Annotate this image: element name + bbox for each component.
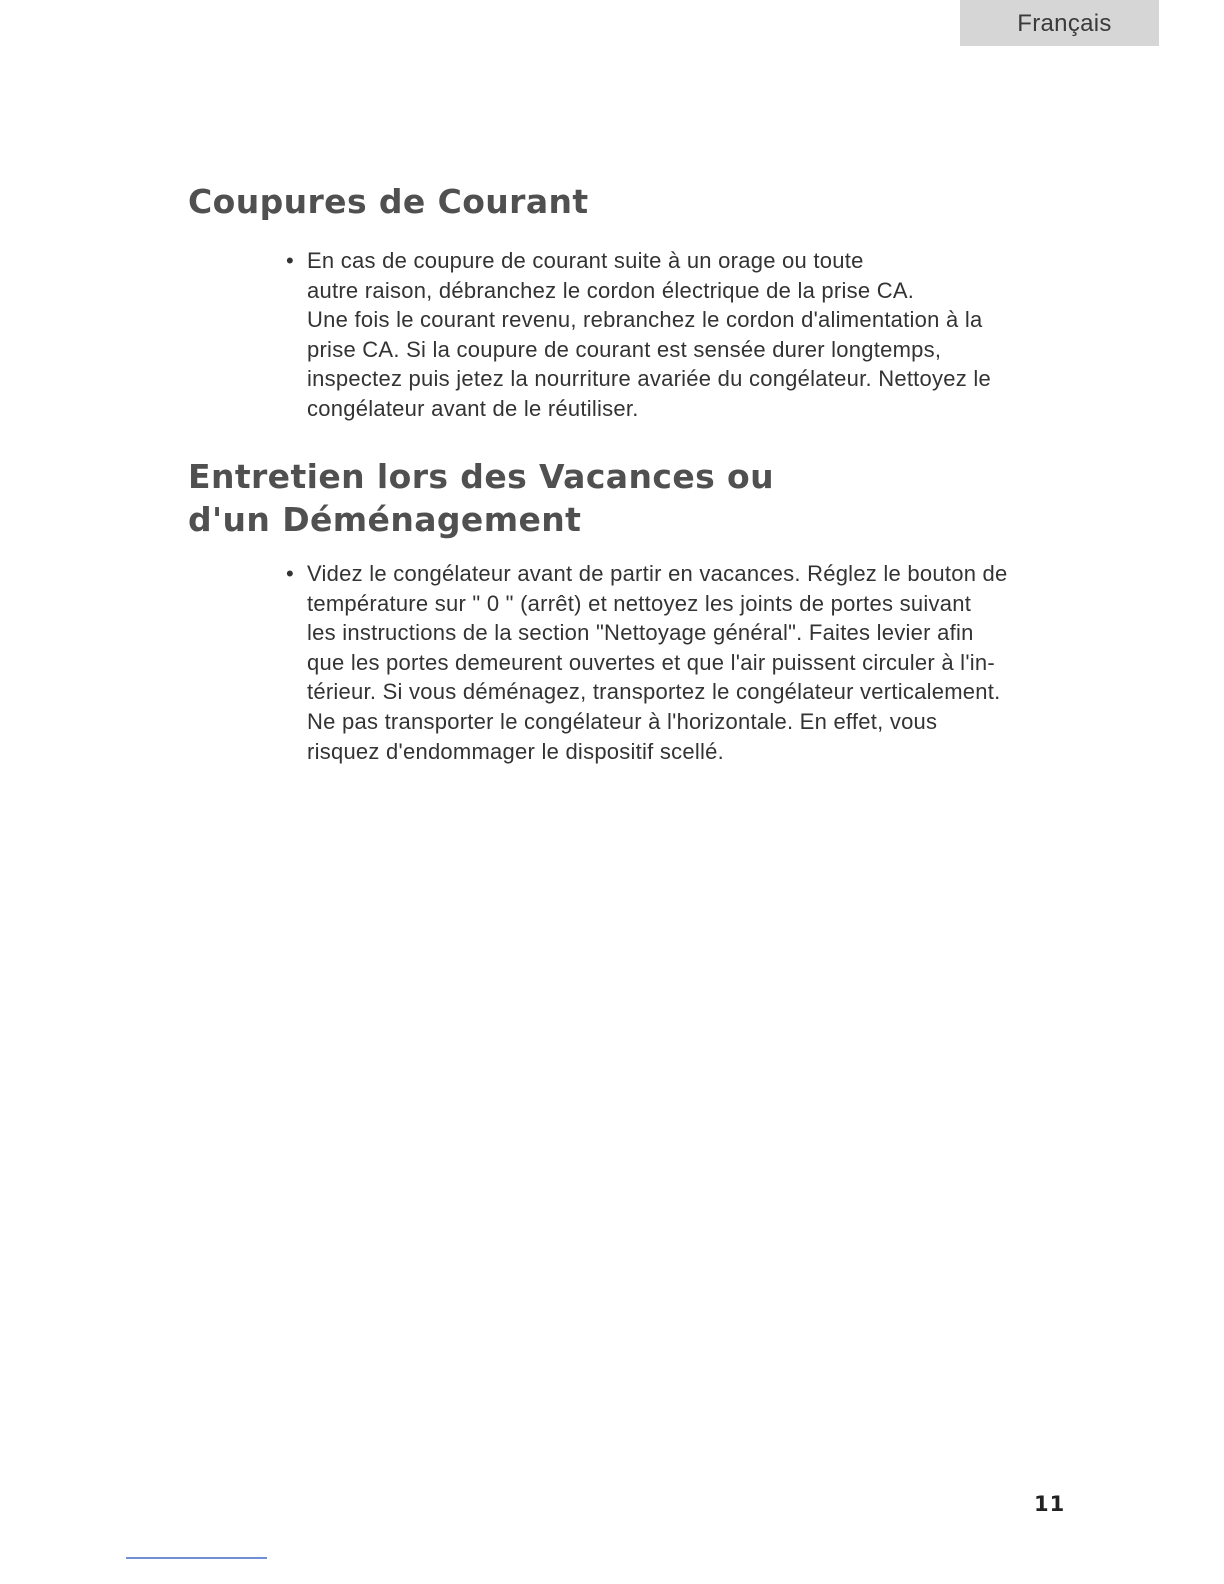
power-outage-bullet	[286, 246, 1046, 424]
paragraph-line: congélateur avant de le réutiliser.	[307, 395, 639, 421]
section-title-vacation-moving	[188, 455, 774, 541]
power-outage-paragraph	[307, 246, 1046, 424]
section-title-line: Coupures de Courant	[188, 182, 589, 221]
paragraph-line: les instructions de la section "Nettoyage général". Faites levier afin	[307, 620, 974, 646]
section-title-line: d'un Déménagement	[188, 500, 582, 539]
vacation-moving-paragraph	[307, 559, 1046, 766]
section-title-line: Entretien lors des Vacances ou	[188, 457, 775, 496]
paragraph-line: autre raison, débranchez le cordon électrique de la prise CA.	[307, 277, 915, 303]
bullet-mark: •	[286, 561, 294, 586]
paragraph-line: risquez d'endommager le dispositif scellé.	[307, 738, 725, 764]
section-title-power-outage	[188, 180, 589, 223]
paragraph-line: prise CA. Si la coupure de courant est sensée durer longtemps,	[307, 336, 942, 362]
paragraph-line: que les portes demeurent ouvertes et que l'air puissent circuler à l'in-	[307, 649, 995, 675]
footer-divider	[126, 1557, 267, 1559]
vacation-moving-bullet	[286, 559, 1046, 766]
paragraph-line: En cas de coupure de courant suite à un orage ou toute	[307, 248, 864, 273]
bullet-mark: •	[286, 248, 294, 273]
paragraph-line: térieur. Si vous déménagez, transportez le congélateur verticalement.	[307, 679, 1001, 705]
paragraph-line: Ne pas transporter le congélateur à l'horizontale. En effet, vous	[307, 708, 938, 734]
paragraph-line: inspectez puis jetez la nourriture avariée du congélateur. Nettoyez le	[307, 366, 991, 392]
language-tab: Français	[960, 0, 1159, 46]
paragraph-line: température sur " 0 " (arrêt) et nettoyez les joints de portes suivant	[307, 590, 972, 616]
paragraph-line: Une fois le courant revenu, rebranchez le cordon d'alimentation à la	[307, 307, 983, 333]
paragraph-line: Videz le congélateur avant de partir en vacances. Réglez le bouton de	[307, 561, 1008, 586]
page-number: 11	[1034, 1492, 1066, 1516]
